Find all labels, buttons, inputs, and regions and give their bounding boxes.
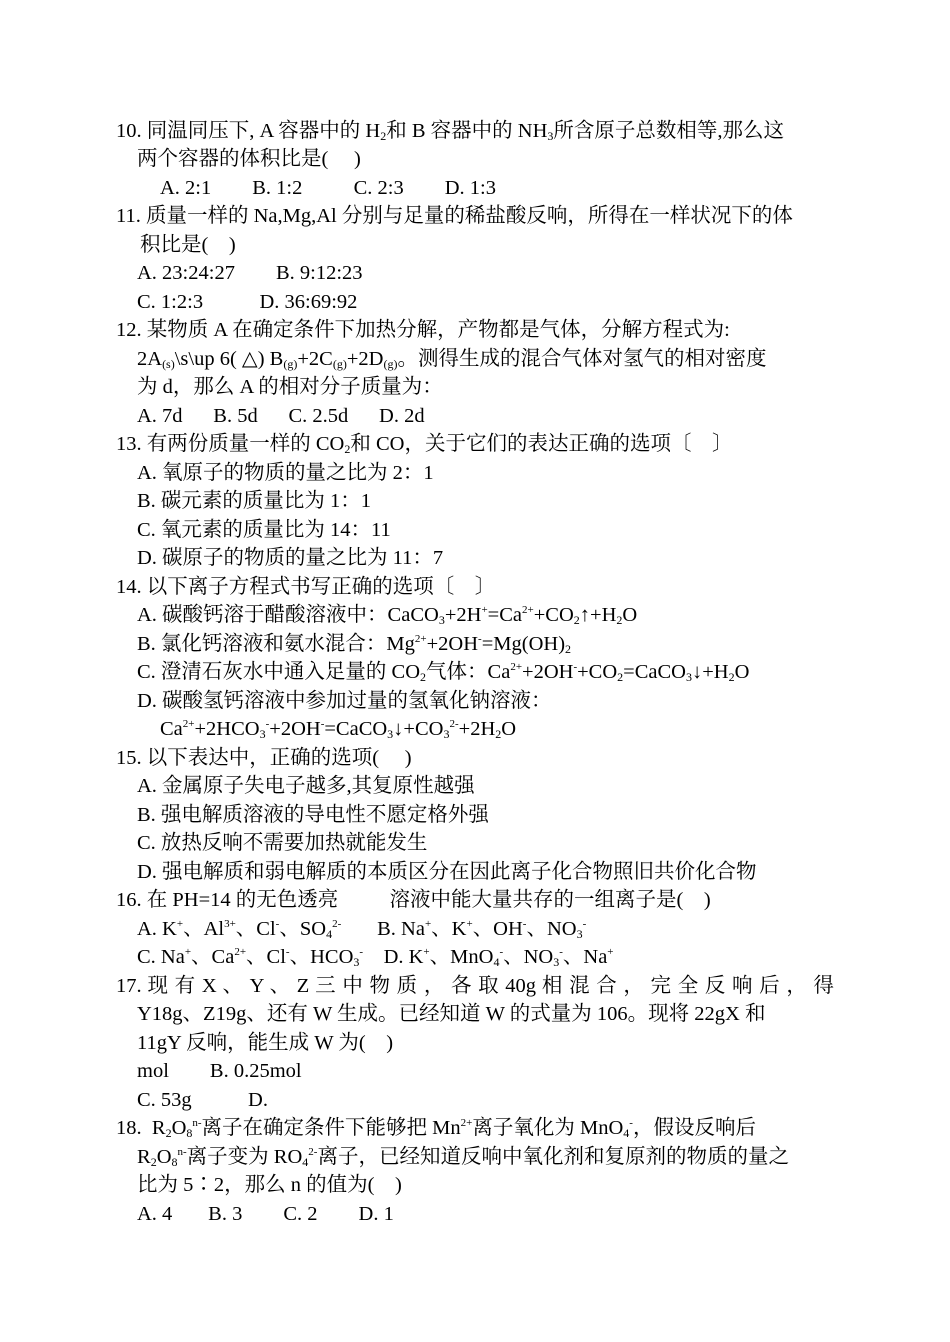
question-12-line-2: [137, 345, 766, 373]
text: =CaCO: [623, 661, 686, 683]
text: 、K: [431, 918, 467, 940]
superscript: -: [629, 1117, 633, 1129]
question-10-line-2: 两个容器的体积比是( ): [137, 148, 361, 170]
question-15-line-1: 15. 以下表达中，正确的选项( ): [116, 747, 412, 769]
text: +2HCO: [194, 718, 260, 740]
text: 、Cl: [246, 946, 286, 968]
text: 气体：Ca: [426, 661, 511, 683]
question-14-option-c: [137, 658, 749, 686]
subscript: 8: [186, 1126, 193, 1140]
text: 10. 同温同压下, A 容器中的 H: [116, 120, 381, 142]
text: ↑+H: [579, 604, 617, 626]
text: 、NO: [526, 918, 577, 940]
text: O: [501, 718, 517, 740]
question-17-line-1: 17. 现 有 X 、 Y 、 Z 三 中 物 质 ， 各 取 40g 相 混 合 ， 完 全 反 响 后 ， 得: [116, 975, 834, 997]
superscript: 2-: [308, 1146, 318, 1158]
text: =Ca: [487, 604, 522, 626]
superscript: 2-: [332, 918, 342, 930]
question-13-option-c: C. 氧元素的质量比为 14：11: [137, 519, 391, 541]
text: +2C: [297, 348, 333, 370]
text: R: [137, 1146, 151, 1168]
text: 、Na: [562, 946, 608, 968]
superscript: -: [499, 946, 504, 958]
text: ，假设反响后: [632, 1117, 756, 1139]
text: O: [171, 1117, 187, 1139]
text: C. 澄清石灰水中通入足量的 CO: [137, 661, 421, 683]
text: B. 氯化钙溶液和氨水混合：Mg: [137, 633, 415, 655]
text: 离子氧化为 MnO: [472, 1117, 624, 1139]
subscript: (g): [283, 357, 298, 371]
superscript: n-: [192, 1117, 202, 1129]
question-17-options-1: mol B. 0.25mol: [137, 1060, 302, 1082]
text: 离子在确定条件下能够把 Mn: [201, 1117, 461, 1139]
question-11-options-2: C. 1:2:3 D. 36:69:92: [137, 291, 358, 313]
subscript: 4: [302, 1155, 309, 1169]
question-14-option-a: [137, 601, 637, 629]
question-15-option-d: D. 强电解质和弱电解质的本质区分在因此离子化合物照旧共价化合物: [137, 861, 757, 883]
superscript: +: [481, 604, 488, 616]
question-12-options: A. 7d B. 5d C. 2.5d D. 2d: [137, 405, 425, 427]
subscript: 3: [685, 670, 692, 684]
text: +CO: [533, 604, 574, 626]
text: ↓+CO: [393, 718, 444, 740]
superscript: -: [320, 718, 325, 730]
text: =CaCO: [324, 718, 388, 740]
subscript: 2: [344, 442, 351, 456]
text: 、OH: [472, 918, 523, 940]
text: \s\up 6( △) B: [174, 348, 284, 370]
superscript: +: [466, 918, 473, 930]
subscript: 3: [547, 129, 554, 143]
text: +2OH: [426, 633, 479, 655]
text: =Mg(OH): [481, 633, 566, 655]
question-14-option-d: D. 碳酸氢钙溶液中参加过量的氢氧化钠溶液：: [137, 690, 552, 712]
text: 离子，已经知道反响中氧化剂和复原剂的物质的量之: [317, 1146, 789, 1168]
question-16-options-cd: [137, 943, 614, 971]
text: B. Na: [341, 918, 425, 940]
superscript: 3+: [224, 918, 236, 930]
superscript: 2+: [182, 718, 195, 730]
subscript: 2: [380, 129, 387, 143]
text: 、MnO: [429, 946, 494, 968]
superscript: -: [275, 918, 280, 930]
subscript: 2: [728, 670, 735, 684]
subscript: 4: [623, 1126, 630, 1140]
question-15-option-b: B. 强电解质溶液的导电性不愿定格外强: [137, 804, 489, 826]
superscript: 2+: [522, 604, 534, 616]
question-10-options: A. 2:1 B. 1:2 C. 2:3 D. 1:3: [160, 177, 496, 199]
subscript: 3: [259, 727, 266, 741]
subscript: 2: [495, 727, 502, 741]
superscript: 2+: [460, 1117, 473, 1129]
text: 、HCO: [289, 946, 354, 968]
superscript: -: [285, 946, 290, 958]
question-14-line-1: 14. 以下离子方程式书写正确的选项〔 〕: [116, 576, 496, 598]
text: 13. 有两份质量一样的 CO: [116, 433, 345, 455]
question-13-option-a: A. 氧原子的物质的量之比为 2：1: [137, 462, 434, 484]
text: 、NO: [503, 946, 554, 968]
superscript: -: [478, 633, 482, 645]
question-13-option-b: B. 碳元素的质量比为 1：1: [137, 490, 372, 512]
text: 。测得生成的混合气体对氢气的相对密度: [397, 348, 767, 370]
text: 和 B 容器中的 NH: [386, 120, 548, 142]
subscript: 2: [573, 613, 580, 627]
superscript: -: [573, 661, 578, 673]
question-18-line-1: [116, 1114, 756, 1142]
text: C. Na: [137, 946, 185, 968]
text: A. 碳酸钙溶于醋酸溶液中：CaCO: [137, 604, 439, 626]
text: 、Al: [183, 918, 225, 940]
text: +2D: [346, 348, 384, 370]
question-16-line-1: 16. 在 PH=14 的无色透亮 溶液中能大量共存的一组离子是( ): [116, 889, 711, 911]
question-11-options-1: A. 23:24:27 B. 9:12:23: [137, 262, 363, 284]
subscript: 2: [150, 1155, 157, 1169]
text: ↓+H: [691, 661, 729, 683]
superscript: +: [184, 946, 192, 958]
question-17-line-2: Y18g、Z19g、还有 W 生成。已经知道 W 的式量为 106。现将 22gX 和: [137, 1003, 766, 1025]
superscript: 2+: [414, 633, 427, 645]
text: +2H: [458, 718, 496, 740]
subscript: 2: [420, 670, 427, 684]
question-11-line-2: 积比是( ): [140, 234, 236, 256]
superscript: -: [582, 918, 587, 930]
subscript: 3: [387, 727, 394, 741]
text: 、Cl: [235, 918, 276, 940]
text: +2OH: [522, 661, 574, 683]
subscript: 3: [438, 613, 445, 627]
text: 所含原子总数相等,那么这: [553, 120, 785, 142]
question-11-line-1: 11. 质量一样的 Na,Mg,Al 分别与足量的稀盐酸反响，所得在一样状况下的体: [116, 205, 793, 227]
superscript: -: [522, 918, 527, 930]
question-13-line-1: [116, 430, 732, 458]
text: O: [734, 661, 750, 683]
question-13-option-d: D. 碳原子的物质的量之比为 11：7: [137, 547, 444, 569]
question-14-option-b: [137, 630, 571, 658]
superscript: 2+: [510, 661, 523, 673]
subscript: 2: [165, 1126, 172, 1140]
superscript: +: [424, 918, 432, 930]
question-12-line-3: 为 d，那么 A 的相对分子质量为：: [137, 376, 443, 398]
subscript: 2: [616, 613, 623, 627]
text: 、Ca: [191, 946, 235, 968]
subscript: 3: [553, 955, 560, 969]
superscript: -: [559, 946, 563, 958]
subscript: 8: [171, 1155, 178, 1169]
question-16-options-ab: [137, 915, 586, 943]
superscript: +: [607, 946, 614, 958]
question-18-line-2: [137, 1143, 789, 1171]
question-15-option-c: C. 放热反响不需要加热就能发生: [137, 832, 428, 854]
text: +2H: [444, 604, 482, 626]
subscript: (g): [383, 357, 398, 371]
question-14-option-d-equation: [160, 715, 516, 743]
subscript: 4: [493, 955, 500, 969]
text: D. K: [363, 946, 424, 968]
question-17-options-2: C. 53g D.: [137, 1089, 268, 1111]
text: Ca: [160, 718, 183, 740]
question-18-options: A. 4 B. 3 C. 2 D. 1: [137, 1203, 394, 1225]
subscript: (g): [332, 357, 347, 371]
superscript: 2-: [449, 718, 459, 730]
text: 2A: [137, 348, 163, 370]
question-10-line-1: [116, 117, 784, 145]
subscript: 3: [576, 927, 583, 941]
text: 和 CO，关于它们的表达正确的选项〔 〕: [350, 433, 733, 455]
subscript: (s): [162, 357, 175, 371]
superscript: -: [359, 946, 364, 958]
subscript: 2: [565, 642, 572, 656]
text: A. K: [137, 918, 177, 940]
subscript: 2: [617, 670, 624, 684]
question-17-line-3: 11gY 反响，能生成 W 为( ): [137, 1032, 394, 1054]
text: +2OH: [269, 718, 321, 740]
question-18-line-3: 比为 5∶2，那么 n 的值为( ): [137, 1174, 402, 1196]
text: +CO: [577, 661, 618, 683]
text: 离子变为 RO: [186, 1146, 303, 1168]
superscript: n-: [177, 1146, 187, 1158]
text: O: [156, 1146, 172, 1168]
question-12-line-1: 12. 某物质 A 在确定条件下加热分解，产物都是气体，分解方程式为:: [116, 319, 730, 341]
question-15-option-a: A. 金属原子失电子越多,其复原性越强: [137, 775, 475, 797]
text: O: [622, 604, 638, 626]
superscript: +: [176, 918, 184, 930]
superscript: -: [265, 718, 270, 730]
superscript: 2+: [234, 946, 247, 958]
superscript: +: [423, 946, 430, 958]
subscript: 4: [326, 927, 333, 941]
text: 、SO: [279, 918, 327, 940]
subscript: 3: [443, 727, 450, 741]
text: 18. R: [116, 1117, 166, 1139]
subscript: 3: [353, 955, 360, 969]
